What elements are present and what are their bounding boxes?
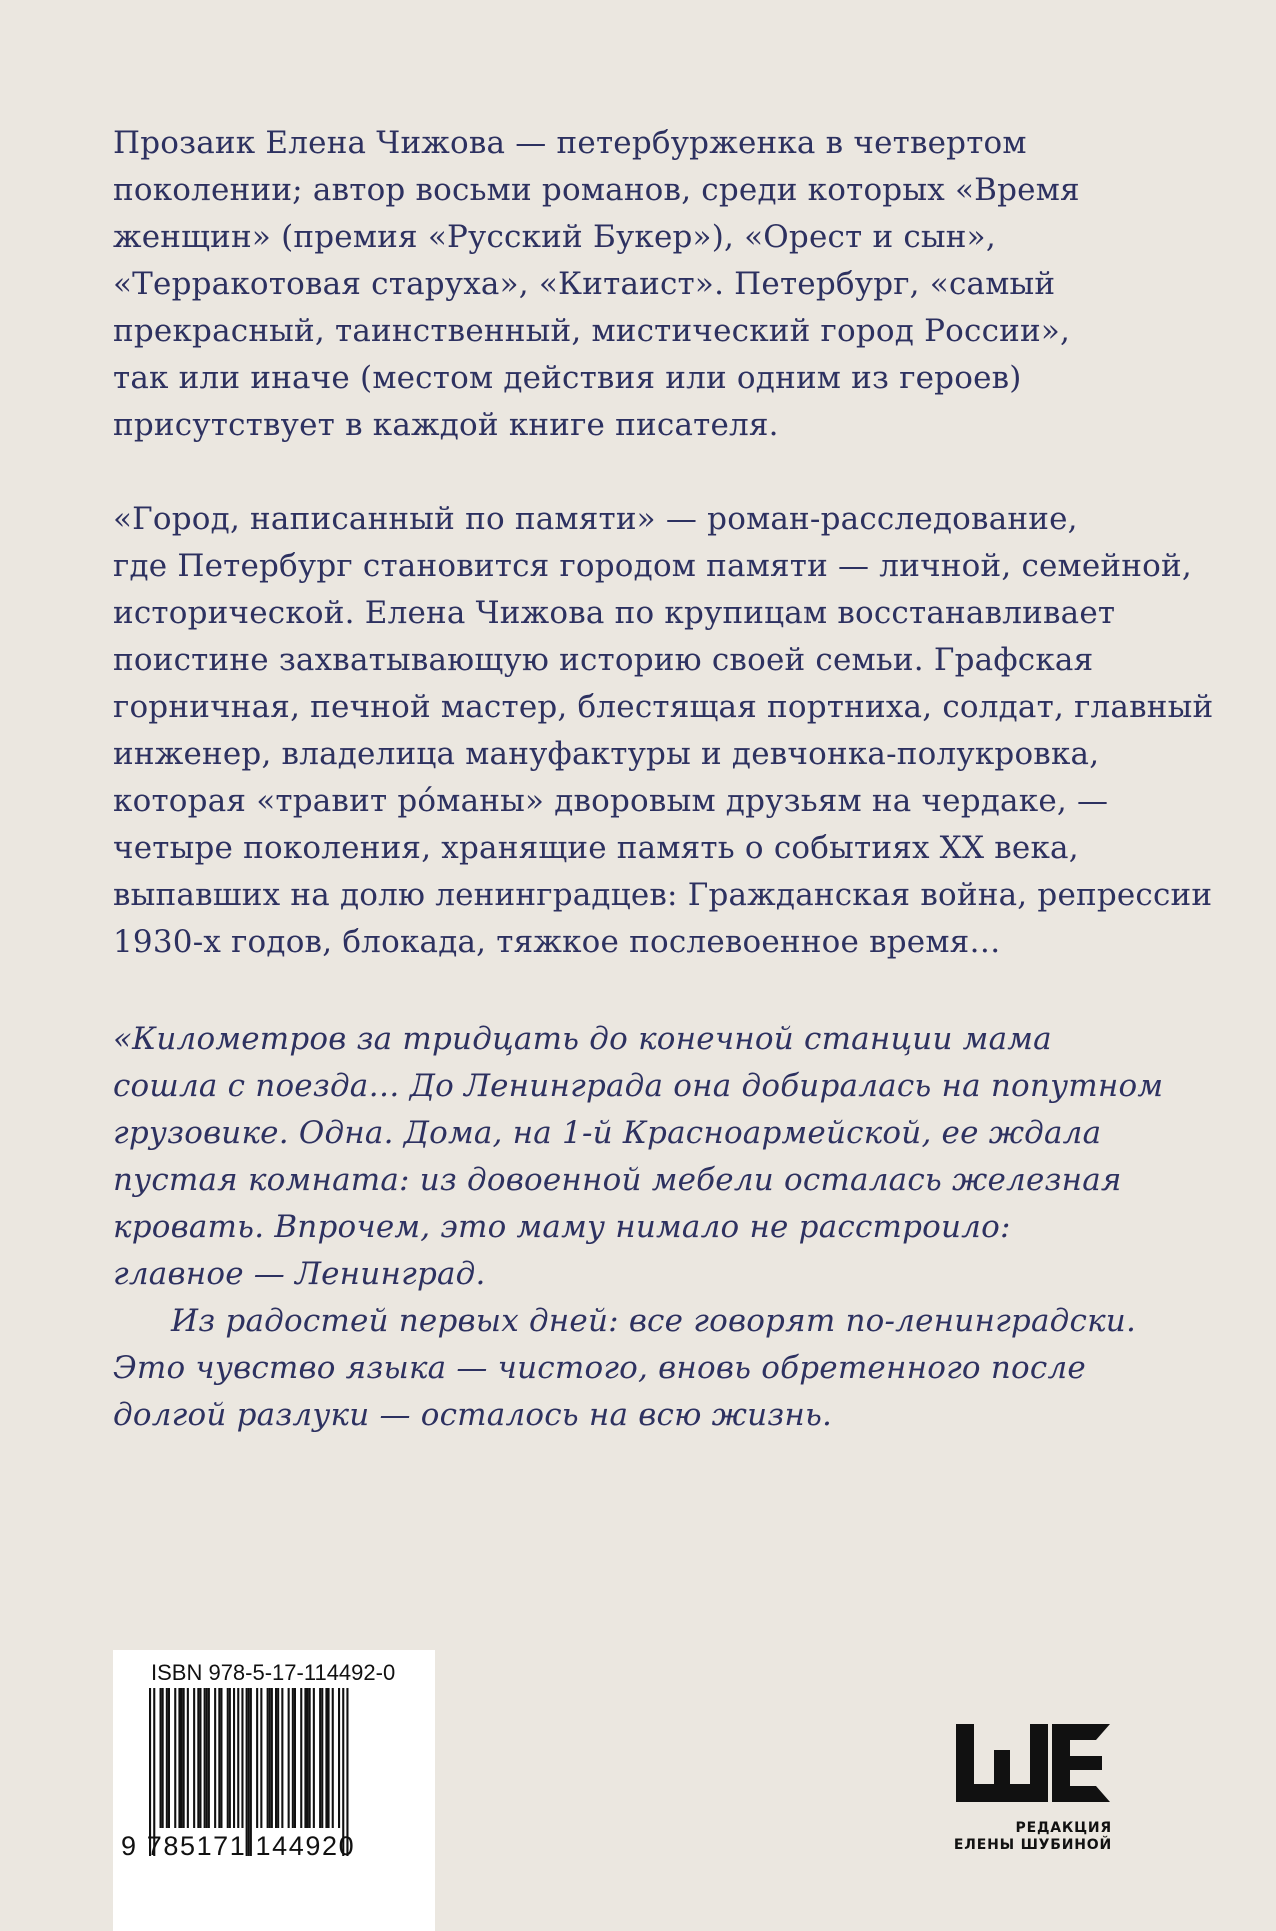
barcode-bar [292, 1688, 294, 1828]
author-bio [113, 120, 1133, 449]
summary-line: поистине захватывающую историю своей семьи. Графская [113, 642, 1094, 678]
barcode-bar [178, 1688, 180, 1828]
quote-line: Из радостей первых дней: все говорят по-ленинградски. [171, 1303, 1137, 1339]
quote-line: пустая комната: из довоенной мебели осталась железная [113, 1162, 1122, 1198]
publisher-logo [952, 1718, 1112, 1854]
summary-line: выпавших на долю ленинградцев: Гражданская война, репрессии [113, 877, 1213, 913]
barcode-bar [218, 1688, 220, 1828]
barcode-bar [325, 1688, 327, 1828]
summary-line: где Петербург становится городом памяти — личной, семейной, [113, 548, 1192, 584]
barcode-bar [313, 1688, 315, 1828]
barcode-bar [181, 1688, 183, 1828]
bio-line: прекрасный, таинственный, мистический город России», [113, 313, 1071, 349]
barcode-bar [241, 1688, 243, 1828]
book-summary [113, 496, 1214, 966]
barcode-bar [321, 1688, 323, 1828]
barcode-bar [199, 1688, 201, 1828]
bio-line: Прозаик Елена Чижова — петербурженка в четвертом [113, 125, 1027, 161]
barcode-bar [275, 1688, 277, 1828]
bio-line: присутствует в каждой книге писателя. [113, 407, 779, 443]
barcode-bar [168, 1688, 170, 1828]
barcode-bar [309, 1688, 311, 1828]
barcode-bar [183, 1688, 185, 1828]
barcode-bar [277, 1688, 279, 1828]
barcode-bar [229, 1688, 231, 1828]
isbn-label: ISBN 978-5-17-114492-0 [151, 1660, 396, 1685]
summary-line: которая «травит ро́маны» дворовым друзьям на чердаке, — [113, 783, 1109, 819]
quote-line: сошла с поезда… До Ленинграда она добиралась на попутном [113, 1068, 1164, 1104]
barcode-bar [300, 1688, 302, 1828]
barcode-bar [206, 1688, 208, 1828]
bio-line: женщин» (премия «Русский Букер»), «Орест и сын», [113, 219, 996, 255]
barcode-bar [328, 1688, 330, 1828]
barcode-bar [294, 1688, 296, 1828]
bio-line: так или иначе (местом действия или одним из героев) [113, 360, 1022, 396]
barcode-bar [332, 1688, 334, 1828]
barcode-bar [197, 1688, 199, 1828]
summary-line: исторической. Елена Чижова по крупицам восстанавливает [113, 595, 1116, 631]
barcode-bar [307, 1688, 309, 1828]
book-excerpt [113, 1016, 1164, 1439]
barcode-bar [162, 1688, 164, 1828]
barcode-bar [269, 1688, 271, 1828]
publisher-logo-mark-icon [952, 1718, 1112, 1810]
barcode-bar [214, 1688, 216, 1828]
barcode-bar [237, 1688, 239, 1828]
barcode-bar [174, 1688, 176, 1828]
bio-line: «Терракотовая старуха», «Китаист». Петербург, «самый [113, 266, 1056, 302]
barcode-bar [288, 1688, 290, 1828]
barcode-bar [193, 1688, 195, 1828]
barcode-bar [220, 1688, 222, 1828]
quote-line: долгой разлуки — осталось на всю жизнь. [113, 1397, 833, 1433]
barcode-bar [271, 1688, 273, 1828]
summary-line: 1930-х годов, блокада, тяжкое послевоенное время… [113, 924, 1001, 960]
barcode-bar [160, 1688, 162, 1828]
barcode-bars [113, 1650, 435, 1931]
summary-line: инженер, владелица мануфактуры и девчонка-полукровка, [113, 736, 1100, 772]
quote-line: Это чувство языка — чистого, вновь обретенного после [113, 1350, 1086, 1386]
barcode-bar [187, 1688, 189, 1828]
barcode-bar [256, 1688, 258, 1828]
barcode-bar [281, 1688, 283, 1828]
barcode-bar [204, 1688, 206, 1828]
quote-line: «Километров за тридцать до конечной станции мама [113, 1021, 1052, 1057]
publisher-name-line1: РЕДАКЦИЯ [1015, 1820, 1112, 1836]
barcode-bar [227, 1688, 229, 1828]
quote-line: главное — Ленинград. [113, 1256, 486, 1292]
summary-line: горничная, печной мастер, блестящая портниха, солдат, главный [113, 689, 1214, 725]
barcode-bar [338, 1688, 340, 1828]
barcode-bar [304, 1688, 306, 1828]
barcode-bar [267, 1688, 269, 1828]
barcode-bar [233, 1688, 235, 1828]
quote-line: грузовике. Одна. Дома, на 1-й Красноармейской, ее ждала [113, 1115, 1102, 1151]
isbn-barcode [113, 1650, 435, 1931]
summary-line: четыре поколения, хранящие память о событиях XX века, [113, 830, 1079, 866]
barcode-bar [319, 1688, 321, 1828]
bio-line: поколении; автор восьми романов, среди которых «Время [113, 172, 1080, 208]
barcode-bar [208, 1688, 210, 1828]
barcode-digits: 9 785171 144920 [121, 1831, 356, 1861]
barcode-bar [166, 1688, 168, 1828]
summary-line: «Город, написанный по памяти» — роман-расследование, [113, 501, 1078, 537]
barcode-bar [260, 1688, 262, 1828]
quote-line: кровать. Впрочем, это маму нимало не расстроило: [113, 1209, 1011, 1245]
publisher-name-line2: ЕЛЕНЫ ШУБИНОЙ [953, 1837, 1112, 1853]
